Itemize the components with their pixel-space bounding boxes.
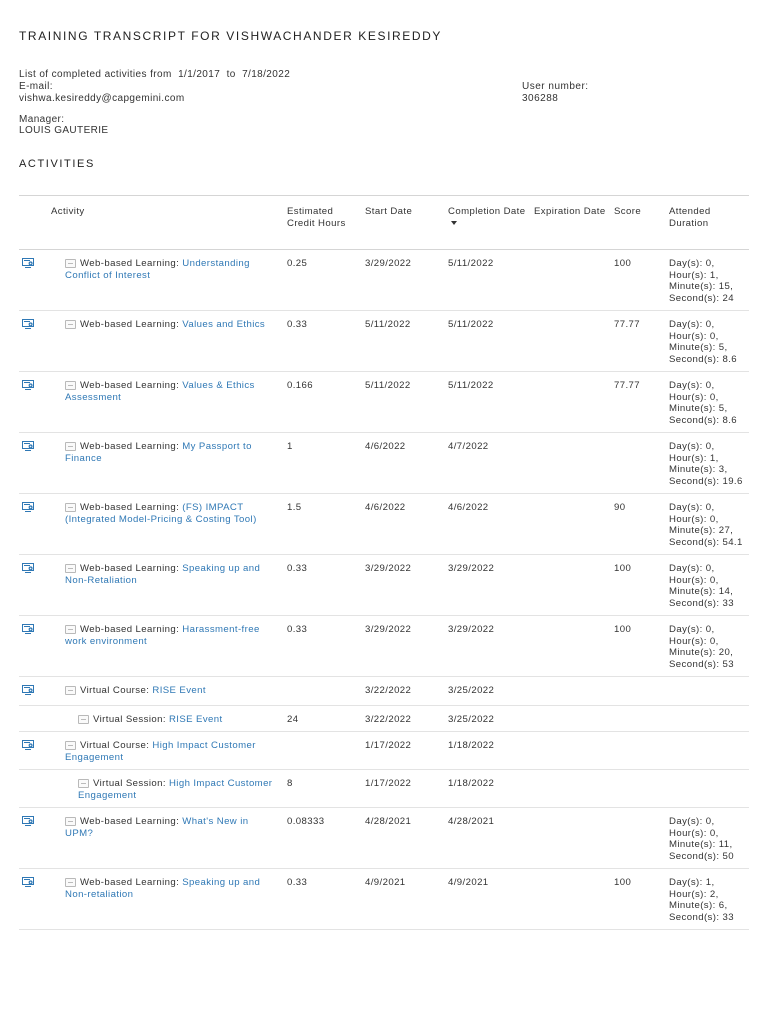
sort-desc-icon [451,221,457,225]
launch-icon[interactable] [22,258,34,268]
activity-type: Virtual Session: [93,778,166,789]
activity-type-icon [65,564,76,573]
attended-duration-cell: Day(s): 0, Hour(s): 0, Minute(s): 5, Second(s): 8.6 [665,311,749,372]
date-range-from: 1/1/2017 [178,69,221,80]
completion-date-cell: 3/29/2022 [444,555,530,616]
completion-date-cell: 4/28/2021 [444,808,530,869]
attended-duration-cell: Day(s): 0, Hour(s): 1, Minute(s): 3, Second(s): 19.6 [665,433,749,494]
activity-title-link[interactable]: RISE Event [168,713,223,725]
row-icon-cell [19,770,47,808]
activity-cell [47,808,283,869]
row-icon-cell [19,494,47,555]
activity-cell [47,677,283,706]
start-date-cell: 3/29/2022 [361,555,444,616]
expiration-date-cell [530,616,610,677]
activity-cell [47,372,283,433]
score-cell: 100 [610,616,665,677]
activity-type: Virtual Session: [93,713,166,725]
manager-value: LOUIS GAUTERIE [19,125,109,136]
attended-duration-cell [665,732,749,770]
header-start-date[interactable]: Start Date [361,196,444,250]
activity-title-link[interactable]: Understanding Conflict of Interest [65,258,250,281]
score-cell: 77.77 [610,372,665,433]
expiration-date-cell [530,732,610,770]
launch-icon[interactable] [22,877,34,887]
expiration-date-cell [530,494,610,555]
credit-hours-cell: 0.33 [283,311,361,372]
row-icon-cell [19,433,47,494]
start-date-cell: 3/29/2022 [361,250,444,311]
credit-hours-cell: 8 [283,770,361,808]
row-icon-cell [19,250,47,311]
activity-type-icon [65,442,76,451]
activity-type-icon [65,741,76,750]
credit-hours-cell: 0.33 [283,555,361,616]
table-row [19,250,749,311]
email-value: vishwa.kesireddy@capgemini.com [19,93,185,104]
email-label: E-mail: [19,81,53,92]
activity-type: Web-based Learning: [80,816,180,827]
manager-label: Manager: [19,114,65,125]
completion-date-cell: 1/18/2022 [444,770,530,808]
table-row [19,732,749,770]
date-range [19,69,290,81]
activity-cell [47,732,283,770]
expiration-date-cell [530,372,610,433]
completion-date-cell: 4/7/2022 [444,433,530,494]
start-date-cell: 3/22/2022 [361,705,444,732]
table-row [19,770,749,808]
attended-duration-cell: Day(s): 1, Hour(s): 2, Minute(s): 6, Second(s): 33 [665,869,749,930]
start-date-cell: 4/28/2021 [361,808,444,869]
activity-type: Web-based Learning: [80,877,180,888]
activity-cell [47,616,283,677]
expiration-date-cell [530,770,610,808]
activities-heading: ACTIVITIES [19,158,95,170]
launch-icon[interactable] [22,816,34,826]
launch-icon[interactable] [22,685,34,695]
activity-cell [47,869,283,930]
row-icon-cell [19,616,47,677]
attended-duration-cell: Day(s): 0, Hour(s): 0, Minute(s): 5, Second(s): 8.6 [665,372,749,433]
completion-date-cell: 3/29/2022 [444,616,530,677]
expiration-date-cell [530,677,610,706]
table-row [19,616,749,677]
credit-hours-cell: 0.166 [283,372,361,433]
table-row [19,494,749,555]
header-attended-duration[interactable]: Attended Duration [665,196,749,250]
attended-duration-cell [665,705,749,732]
row-icon-cell [19,808,47,869]
activity-type: Web-based Learning: [80,441,180,452]
activity-title-link[interactable]: Speaking up and Non-Retaliation [65,563,261,586]
score-cell: 100 [610,555,665,616]
score-cell: 100 [610,869,665,930]
date-range-label: List of completed activities from [19,69,172,80]
start-date-cell: 5/11/2022 [361,311,444,372]
score-cell [610,770,665,808]
credit-hours-cell: 24 [283,705,361,732]
credit-hours-cell: 0.08333 [283,808,361,869]
date-range-to: 7/18/2022 [242,69,291,80]
expiration-date-cell [530,433,610,494]
launch-icon[interactable] [22,380,34,390]
row-icon-cell [19,677,47,706]
header-activity[interactable]: Activity [47,196,283,250]
completion-date-cell: 1/18/2022 [444,732,530,770]
table-row [19,555,749,616]
score-cell: 100 [610,250,665,311]
table-header-row [19,196,749,250]
score-cell [610,433,665,494]
completion-date-cell: 5/11/2022 [444,250,530,311]
activity-title-link[interactable]: What's New in UPM? [65,816,249,839]
activity-type-icon [65,878,76,887]
activity-title-link[interactable]: Values & Ethics Assessment [65,380,255,403]
attended-duration-cell: Day(s): 0, Hour(s): 0, Minute(s): 11, Second(s): 50 [665,808,749,869]
start-date-cell: 4/6/2022 [361,494,444,555]
completion-date-cell: 3/25/2022 [444,705,530,732]
score-cell: 90 [610,494,665,555]
table-row [19,433,749,494]
expiration-date-cell [530,808,610,869]
activity-type-icon [65,381,76,390]
launch-icon[interactable] [22,319,34,329]
launch-icon[interactable] [22,502,34,512]
activity-title-link[interactable]: Harassment-free work environment [65,624,260,647]
completion-date-cell: 5/11/2022 [444,311,530,372]
completion-date-cell: 4/6/2022 [444,494,530,555]
launch-icon[interactable] [22,441,34,451]
row-icon-cell [19,555,47,616]
activity-type: Web-based Learning: [80,319,180,330]
credit-hours-cell: 1 [283,433,361,494]
header-expiration-date[interactable]: Expiration Date [530,196,610,250]
credit-hours-cell: 0.33 [283,869,361,930]
row-icon-cell [19,311,47,372]
activity-title-link[interactable]: My Passport to Finance [65,441,252,464]
completion-date-cell: 3/25/2022 [444,677,530,706]
completion-date-cell: 4/9/2021 [444,869,530,930]
activity-title-link[interactable]: High Impact Customer Engagement [78,778,273,801]
expiration-date-cell [530,250,610,311]
activities-table [19,195,749,930]
activity-title-link[interactable]: Values and Ethics [182,319,266,330]
launch-icon[interactable] [22,563,34,573]
score-cell [610,705,665,732]
start-date-cell: 3/29/2022 [361,616,444,677]
activity-title-link[interactable]: RISE Event [152,685,206,696]
score-cell [610,732,665,770]
activity-cell [47,311,283,372]
table-row [19,808,749,869]
header-completion-date[interactable] [444,196,530,250]
activity-type-icon [65,625,76,634]
start-date-cell: 4/6/2022 [361,433,444,494]
activity-cell [47,433,283,494]
activity-type: Web-based Learning: [80,624,180,635]
activity-cell [47,705,283,732]
activity-type-icon [65,259,76,268]
score-cell [610,808,665,869]
attended-duration-cell [665,677,749,706]
activity-title-link[interactable]: Speaking up and Non-retaliation [65,877,261,900]
page-title: TRAINING TRANSCRIPT FOR VISHWACHANDER KESIREDDY [19,29,443,43]
completion-date-cell: 5/11/2022 [444,372,530,433]
table-row [19,869,749,930]
row-icon-cell [19,869,47,930]
activity-type: Virtual Course: [80,740,150,751]
header-credit-hours[interactable]: Estimated Credit Hours [283,196,361,250]
activity-type-icon [65,686,76,695]
expiration-date-cell [530,869,610,930]
row-icon-cell [19,705,47,732]
credit-hours-cell: 1.5 [283,494,361,555]
launch-icon[interactable] [22,624,34,634]
attended-duration-cell: Day(s): 0, Hour(s): 0, Minute(s): 27, Second(s): 54.1 [665,494,749,555]
start-date-cell: 4/9/2021 [361,869,444,930]
activity-title-link[interactable]: High Impact Customer Engagement [65,740,256,763]
user-number-label: User number: [522,81,589,92]
activity-type-icon [78,715,89,724]
credit-hours-cell: 0.25 [283,250,361,311]
row-icon-cell [19,372,47,433]
launch-icon[interactable] [22,740,34,750]
header-score[interactable]: Score [610,196,665,250]
credit-hours-cell [283,677,361,706]
score-cell [610,677,665,706]
activity-type: Web-based Learning: [80,502,180,513]
score-cell: 77.77 [610,311,665,372]
attended-duration-cell: Day(s): 0, Hour(s): 1, Minute(s): 15, Second(s): 24 [665,250,749,311]
activity-cell [47,555,283,616]
start-date-cell: 3/22/2022 [361,677,444,706]
table-row [19,311,749,372]
expiration-date-cell [530,311,610,372]
credit-hours-cell: 0.33 [283,616,361,677]
user-number-value: 306288 [522,93,559,104]
start-date-cell: 1/17/2022 [361,732,444,770]
activity-type: Web-based Learning: [80,563,180,574]
expiration-date-cell [530,555,610,616]
attended-duration-cell: Day(s): 0, Hour(s): 0, Minute(s): 14, Second(s): 33 [665,555,749,616]
activity-cell [47,770,283,808]
activity-type-icon [65,320,76,329]
activity-type: Web-based Learning: [80,380,180,391]
date-range-to-label: to [226,69,236,80]
expiration-date-cell [530,705,610,732]
activity-type-icon [65,817,76,826]
activity-type: Web-based Learning: [80,258,180,269]
attended-duration-cell: Day(s): 0, Hour(s): 0, Minute(s): 20, Second(s): 53 [665,616,749,677]
row-icon-cell [19,732,47,770]
start-date-cell: 1/17/2022 [361,770,444,808]
table-row [19,705,749,732]
activity-title-link[interactable]: (FS) IMPACT (Integrated Model-Pricing & Costing Tool) [65,502,257,525]
activity-cell [47,494,283,555]
start-date-cell: 5/11/2022 [361,372,444,433]
table-row [19,372,749,433]
table-row [19,677,749,706]
attended-duration-cell [665,770,749,808]
activity-type-icon [78,779,89,788]
credit-hours-cell [283,732,361,770]
header-icon-col [19,196,47,250]
header-completion-label: Completion Date [448,206,526,217]
activity-type: Virtual Course: [80,685,150,696]
activity-cell [47,250,283,311]
activity-type-icon [65,503,76,512]
